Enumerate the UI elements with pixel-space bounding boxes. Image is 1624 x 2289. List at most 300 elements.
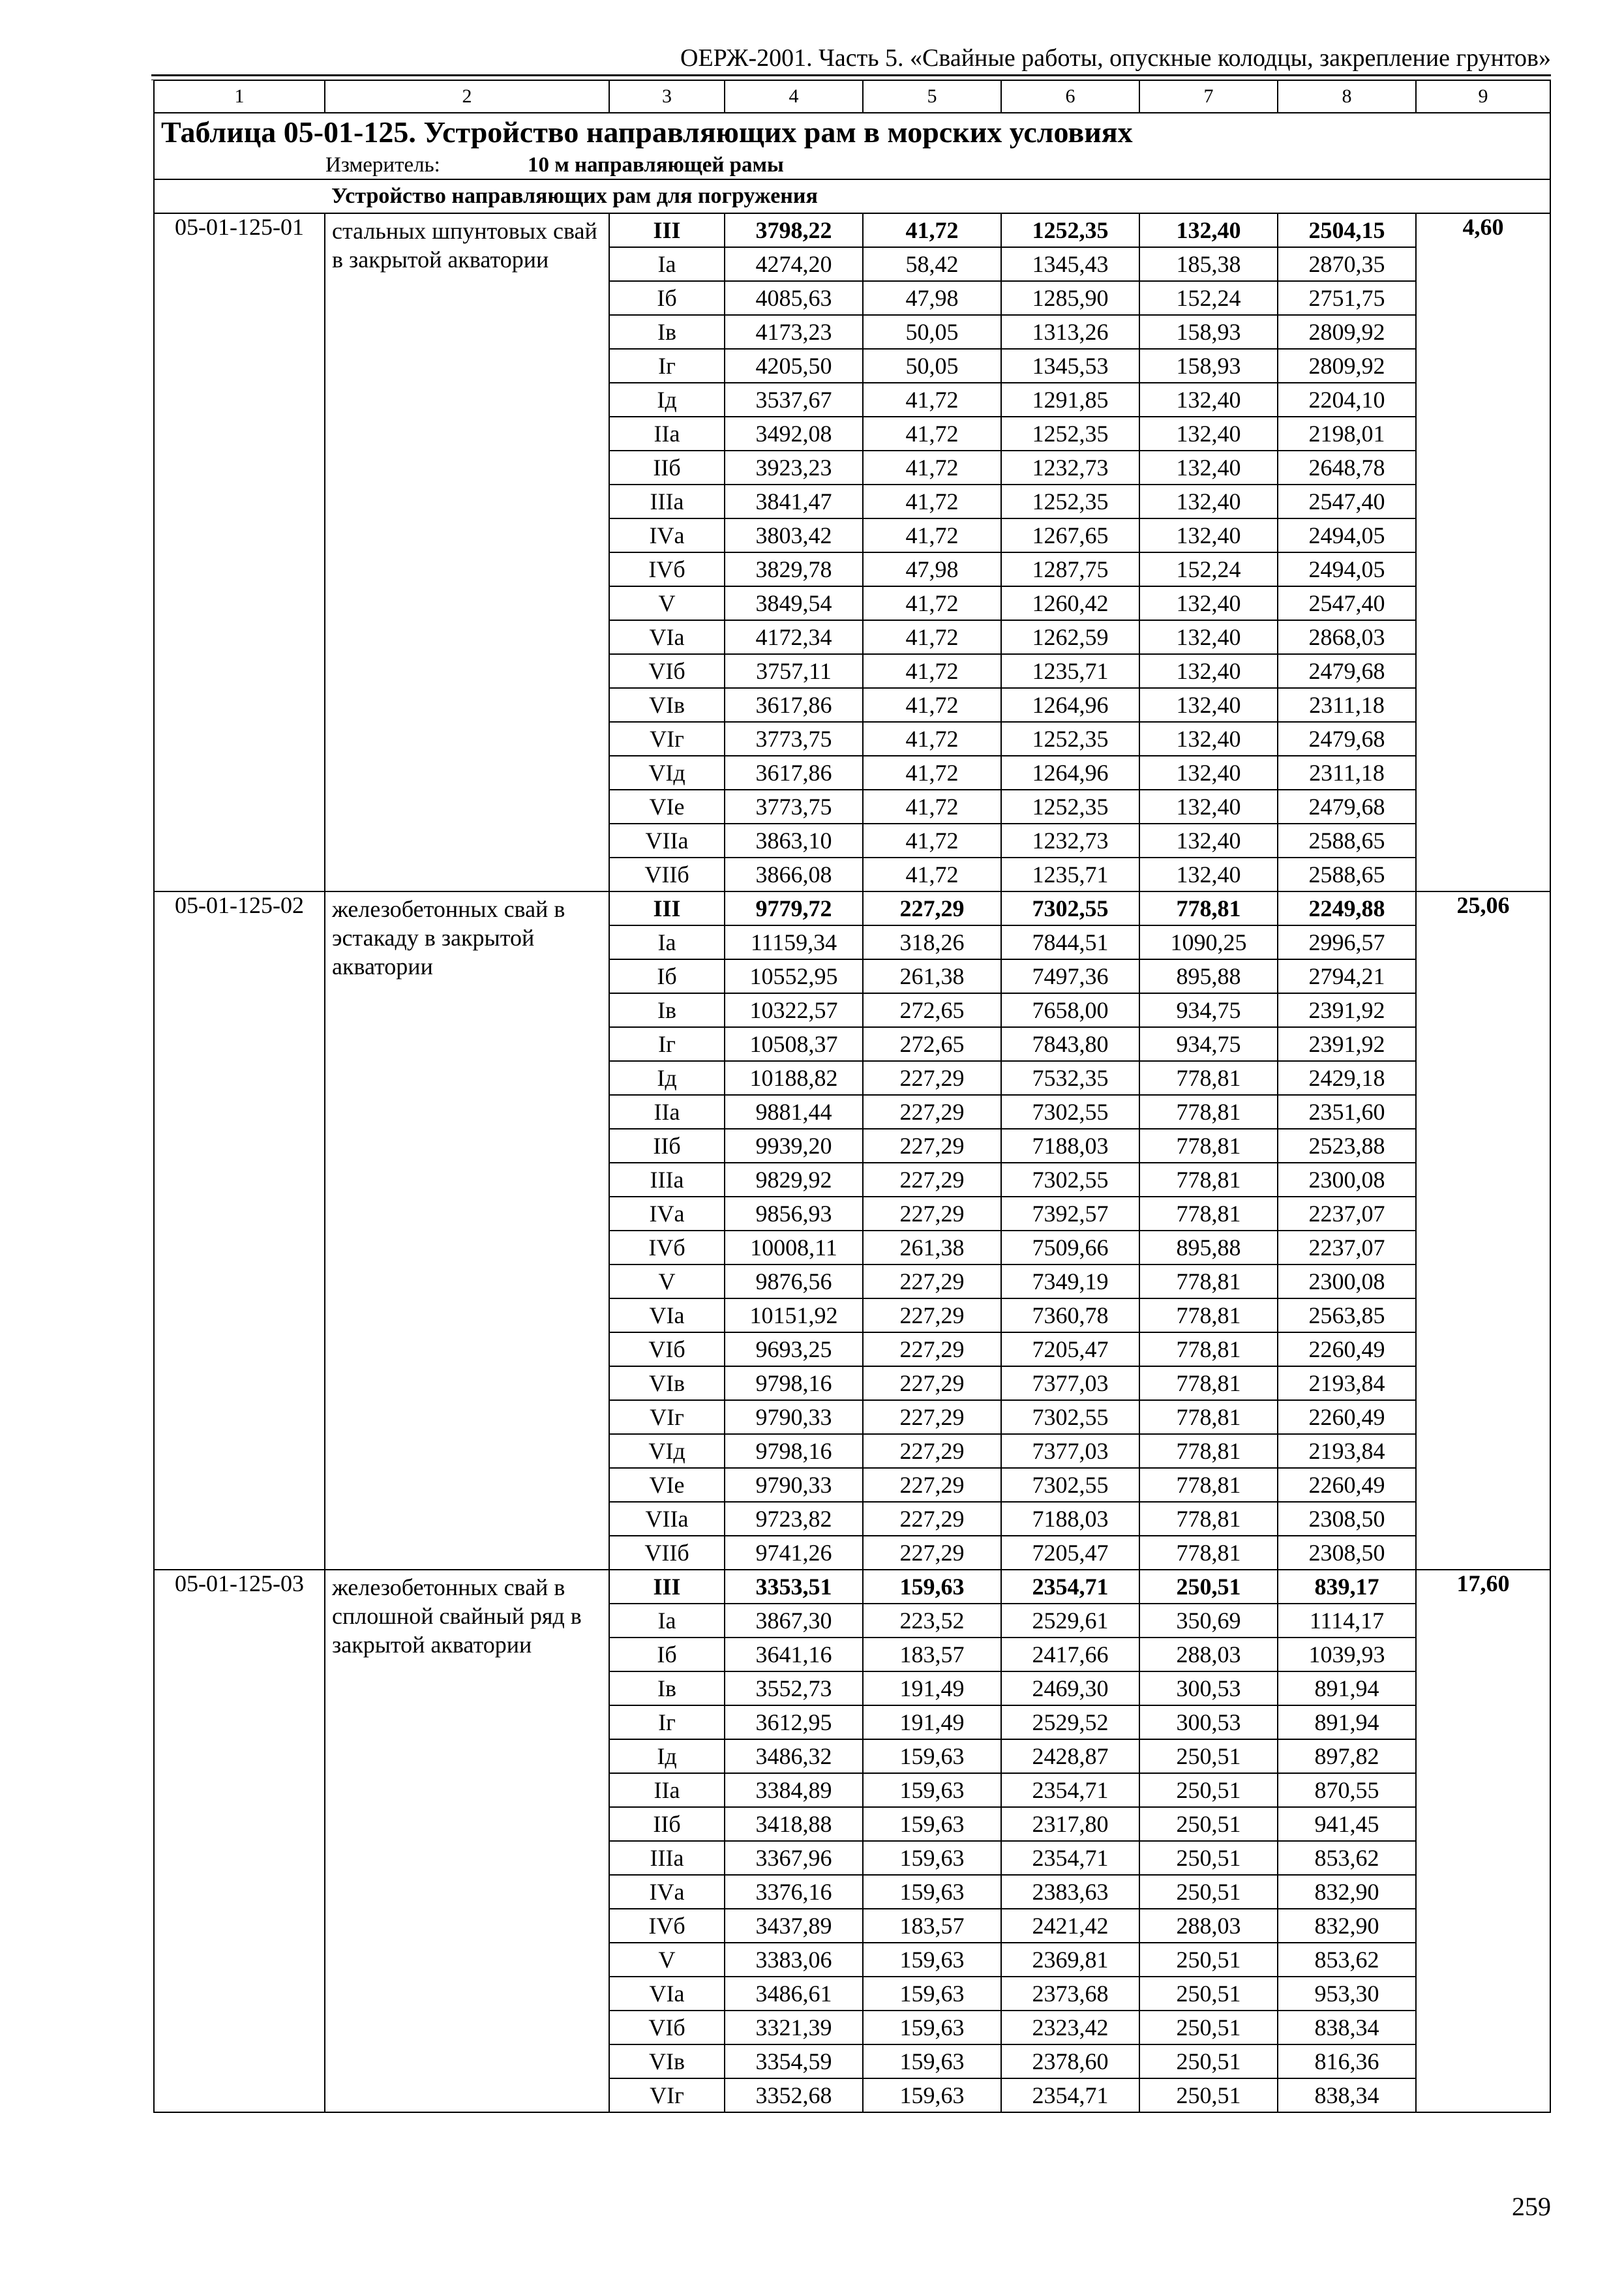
value-cell: 3384,89	[725, 1773, 863, 1807]
region-type: VIб	[609, 654, 725, 688]
value-cell: 778,81	[1139, 1264, 1278, 1298]
value-cell: 7497,36	[1001, 959, 1139, 993]
value-cell: 3612,95	[725, 1705, 863, 1739]
column-number: 7	[1139, 80, 1278, 113]
region-type: Iг	[609, 349, 725, 383]
region-type: VIе	[609, 1468, 725, 1502]
value-cell: 1285,90	[1001, 281, 1139, 315]
region-type: Iа	[609, 925, 725, 959]
value-cell: 261,38	[863, 1231, 1001, 1264]
value-cell: 1345,43	[1001, 247, 1139, 281]
value-cell: 272,65	[863, 1027, 1001, 1061]
value-cell: 2237,07	[1278, 1197, 1416, 1231]
value-cell: 250,51	[1139, 1570, 1278, 1604]
value-cell: 2354,71	[1001, 1773, 1139, 1807]
column-number: 5	[863, 80, 1001, 113]
value-cell: 1232,73	[1001, 824, 1139, 858]
region-type: IVа	[609, 518, 725, 552]
region-type: VIг	[609, 2078, 725, 2112]
column-number: 6	[1001, 80, 1139, 113]
region-type: Iа	[609, 247, 725, 281]
value-cell: 132,40	[1139, 756, 1278, 790]
value-cell: 7392,57	[1001, 1197, 1139, 1231]
region-type: Iг	[609, 1027, 725, 1061]
value-cell: 2311,18	[1278, 688, 1416, 722]
region-type: Iд	[609, 1739, 725, 1773]
value-cell: 41,72	[863, 688, 1001, 722]
value-cell: 132,40	[1139, 722, 1278, 756]
value-cell: 2494,05	[1278, 518, 1416, 552]
value-cell: 2373,68	[1001, 1977, 1139, 2011]
value-cell: 132,40	[1139, 586, 1278, 620]
value-cell: 9798,16	[725, 1366, 863, 1400]
value-cell: 7302,55	[1001, 1400, 1139, 1434]
value-cell: 3641,16	[725, 1638, 863, 1671]
value-cell: 159,63	[863, 1773, 1001, 1807]
region-type: III	[609, 1570, 725, 1604]
value-cell: 778,81	[1139, 1536, 1278, 1570]
value-cell: 3866,08	[725, 858, 863, 891]
value-cell: 132,40	[1139, 213, 1278, 247]
value-cell: 250,51	[1139, 1875, 1278, 1909]
value-cell: 9723,82	[725, 1502, 863, 1536]
value-cell: 41,72	[863, 756, 1001, 790]
value-cell: 250,51	[1139, 1773, 1278, 1807]
value-cell: 1313,26	[1001, 315, 1139, 349]
value-cell: 2429,18	[1278, 1061, 1416, 1095]
value-cell: 191,49	[863, 1705, 1001, 1739]
header-rule-thick	[151, 74, 1551, 76]
region-type: VIб	[609, 1332, 725, 1366]
value-cell: 223,52	[863, 1604, 1001, 1638]
value-cell: 838,34	[1278, 2078, 1416, 2112]
value-cell: 7205,47	[1001, 1536, 1139, 1570]
value-cell: 1252,35	[1001, 213, 1139, 247]
value-cell: 227,29	[863, 1400, 1001, 1434]
value-cell: 159,63	[863, 1977, 1001, 2011]
value-cell: 895,88	[1139, 1231, 1278, 1264]
value-cell: 778,81	[1139, 1468, 1278, 1502]
value-cell: 41,72	[863, 722, 1001, 756]
value-cell: 1235,71	[1001, 858, 1139, 891]
region-type: VIд	[609, 1434, 725, 1468]
value-cell: 227,29	[863, 1061, 1001, 1095]
value-cell: 4172,34	[725, 620, 863, 654]
value-cell: 1252,35	[1001, 722, 1139, 756]
value-cell: 47,98	[863, 281, 1001, 315]
region-type: IIб	[609, 1807, 725, 1841]
value-cell: 58,42	[863, 247, 1001, 281]
value-cell: 853,62	[1278, 1841, 1416, 1875]
value-cell: 2193,84	[1278, 1434, 1416, 1468]
region-type: Iб	[609, 281, 725, 315]
value-cell: 1264,96	[1001, 688, 1139, 722]
region-type: VIб	[609, 2011, 725, 2044]
value-cell: 2311,18	[1278, 756, 1416, 790]
value-cell: 185,38	[1139, 247, 1278, 281]
value-cell: 2479,68	[1278, 722, 1416, 756]
value-cell: 288,03	[1139, 1909, 1278, 1943]
value-cell: 2809,92	[1278, 315, 1416, 349]
value-cell: 132,40	[1139, 417, 1278, 451]
column-number: 1	[154, 80, 325, 113]
region-type: Iа	[609, 1604, 725, 1638]
value-cell: 2308,50	[1278, 1536, 1416, 1570]
value-cell: 832,90	[1278, 1875, 1416, 1909]
value-cell: 2563,85	[1278, 1298, 1416, 1332]
value-cell: 2588,65	[1278, 824, 1416, 858]
region-type: VIIа	[609, 824, 725, 858]
value-cell: 191,49	[863, 1671, 1001, 1705]
region-type: Iб	[609, 1638, 725, 1671]
value-cell: 2193,84	[1278, 1366, 1416, 1400]
value-cell: 2996,57	[1278, 925, 1416, 959]
value-cell: 2300,08	[1278, 1163, 1416, 1197]
value-cell: 1291,85	[1001, 383, 1139, 417]
value-cell: 9790,33	[725, 1468, 863, 1502]
value-cell: 2809,92	[1278, 349, 1416, 383]
value-cell: 7843,80	[1001, 1027, 1139, 1061]
region-type: VIа	[609, 620, 725, 654]
value-cell: 2529,61	[1001, 1604, 1139, 1638]
value-cell: 7844,51	[1001, 925, 1139, 959]
rate-code: 05-01-125-01	[154, 213, 325, 891]
value-cell: 227,29	[863, 1536, 1001, 1570]
value-cell: 7302,55	[1001, 1468, 1139, 1502]
value-cell: 7205,47	[1001, 1332, 1139, 1366]
value-cell: 778,81	[1139, 1400, 1278, 1434]
value-cell: 2260,49	[1278, 1400, 1416, 1434]
measure-value: 10 м направляющей рамы	[528, 153, 784, 177]
value-cell: 7509,66	[1001, 1231, 1139, 1264]
region-type: VIа	[609, 1298, 725, 1332]
value-cell: 1260,42	[1001, 586, 1139, 620]
value-cell: 10552,95	[725, 959, 863, 993]
measure-row	[154, 151, 1550, 179]
value-cell: 159,63	[863, 1841, 1001, 1875]
value-cell: 250,51	[1139, 2044, 1278, 2078]
value-cell: 7377,03	[1001, 1434, 1139, 1468]
value-cell: 1252,35	[1001, 790, 1139, 824]
value-cell: 1252,35	[1001, 417, 1139, 451]
value-cell: 1287,75	[1001, 552, 1139, 586]
value-cell: 10322,57	[725, 993, 863, 1027]
running-header: ОЕРЖ-2001. Часть 5. «Свайные работы, опускные колодцы, закрепление грунтов»	[680, 44, 1551, 72]
value-cell: 7188,03	[1001, 1502, 1139, 1536]
value-cell: 159,63	[863, 1739, 1001, 1773]
value-cell: 158,93	[1139, 315, 1278, 349]
value-cell: 870,55	[1278, 1773, 1416, 1807]
value-cell: 3376,16	[725, 1875, 863, 1909]
value-cell: 10508,37	[725, 1027, 863, 1061]
value-cell: 50,05	[863, 315, 1001, 349]
value-cell: 891,94	[1278, 1705, 1416, 1739]
value-cell: 272,65	[863, 993, 1001, 1027]
value-cell: 7349,19	[1001, 1264, 1139, 1298]
value-cell: 2794,21	[1278, 959, 1416, 993]
value-cell: 9790,33	[725, 1400, 863, 1434]
value-cell: 9741,26	[725, 1536, 863, 1570]
value-cell: 2391,92	[1278, 993, 1416, 1027]
value-cell: 816,36	[1278, 2044, 1416, 2078]
value-cell: 3863,10	[725, 824, 863, 858]
measure-cell	[154, 151, 1550, 179]
value-cell: 778,81	[1139, 1332, 1278, 1366]
value-cell: 839,17	[1278, 1570, 1416, 1604]
measure-label: Измеритель:	[325, 153, 440, 177]
region-type: IIа	[609, 1095, 725, 1129]
value-cell: 3418,88	[725, 1807, 863, 1841]
value-cell: 2354,71	[1001, 2078, 1139, 2112]
value-cell: 159,63	[863, 1943, 1001, 1977]
value-cell: 2391,92	[1278, 1027, 1416, 1061]
value-cell: 2300,08	[1278, 1264, 1416, 1298]
value-cell: 152,24	[1139, 552, 1278, 586]
value-cell: 227,29	[863, 1129, 1001, 1163]
value-cell: 7532,35	[1001, 1061, 1139, 1095]
column-number-row	[154, 80, 1550, 113]
value-cell: 158,93	[1139, 349, 1278, 383]
value-cell: 832,90	[1278, 1909, 1416, 1943]
value-cell: 350,69	[1139, 1604, 1278, 1638]
value-cell: 250,51	[1139, 1739, 1278, 1773]
value-cell: 2354,71	[1001, 1570, 1139, 1604]
region-type: IIIа	[609, 1163, 725, 1197]
value-cell: 1114,17	[1278, 1604, 1416, 1638]
value-cell: 1264,96	[1001, 756, 1139, 790]
value-cell: 41,72	[863, 213, 1001, 247]
value-cell: 132,40	[1139, 451, 1278, 485]
rate-code: 05-01-125-02	[154, 891, 325, 1570]
value-cell: 2479,68	[1278, 654, 1416, 688]
region-type: III	[609, 891, 725, 925]
table-title: Таблица 05-01-125. Устройство направляющих рам в морских условиях	[154, 113, 1550, 151]
value-cell: 4205,50	[725, 349, 863, 383]
value-cell: 2378,60	[1001, 2044, 1139, 2078]
section-title: Устройство направляющих рам для погружения	[325, 179, 1550, 213]
region-type: III	[609, 213, 725, 247]
value-cell: 2648,78	[1278, 451, 1416, 485]
value-cell: 3537,67	[725, 383, 863, 417]
value-cell: 250,51	[1139, 1841, 1278, 1875]
column-number: 8	[1278, 80, 1416, 113]
value-cell: 897,82	[1278, 1739, 1416, 1773]
value-cell: 132,40	[1139, 485, 1278, 518]
value-cell: 2421,42	[1001, 1909, 1139, 1943]
value-cell: 41,72	[863, 790, 1001, 824]
value-cell: 2529,52	[1001, 1705, 1139, 1739]
value-cell: 3353,51	[725, 1570, 863, 1604]
value-cell: 41,72	[863, 654, 1001, 688]
value-cell: 7658,00	[1001, 993, 1139, 1027]
region-type: Iв	[609, 315, 725, 349]
value-cell: 7302,55	[1001, 1163, 1139, 1197]
region-type: V	[609, 1264, 725, 1298]
value-cell: 2588,65	[1278, 858, 1416, 891]
value-cell: 41,72	[863, 858, 1001, 891]
value-cell: 227,29	[863, 1468, 1001, 1502]
value-cell: 41,72	[863, 485, 1001, 518]
value-cell: 250,51	[1139, 2078, 1278, 2112]
value-cell: 3352,68	[725, 2078, 863, 2112]
value-cell: 41,72	[863, 586, 1001, 620]
region-type: VIIа	[609, 1502, 725, 1536]
value-cell: 132,40	[1139, 654, 1278, 688]
value-cell: 227,29	[863, 1366, 1001, 1400]
value-cell: 132,40	[1139, 688, 1278, 722]
value-cell: 778,81	[1139, 1095, 1278, 1129]
value-cell: 778,81	[1139, 1502, 1278, 1536]
region-type: VIа	[609, 1977, 725, 2011]
value-cell: 2260,49	[1278, 1332, 1416, 1366]
column-number: 9	[1416, 80, 1550, 113]
value-cell: 3383,06	[725, 1943, 863, 1977]
value-cell: 2494,05	[1278, 552, 1416, 586]
value-cell: 1235,71	[1001, 654, 1139, 688]
page-number: 259	[1512, 2192, 1551, 2221]
value-cell: 2547,40	[1278, 485, 1416, 518]
value-cell: 10008,11	[725, 1231, 863, 1264]
value-cell: 41,72	[863, 518, 1001, 552]
value-cell: 159,63	[863, 2078, 1001, 2112]
value-cell: 183,57	[863, 1638, 1001, 1671]
value-cell: 3798,22	[725, 213, 863, 247]
value-cell: 9881,44	[725, 1095, 863, 1129]
value-cell: 2198,01	[1278, 417, 1416, 451]
value-cell: 132,40	[1139, 383, 1278, 417]
value-cell: 2428,87	[1001, 1739, 1139, 1773]
value-cell: 288,03	[1139, 1638, 1278, 1671]
value-cell: 3617,86	[725, 756, 863, 790]
region-type: VIв	[609, 1366, 725, 1400]
value-cell: 227,29	[863, 1434, 1001, 1468]
region-type: V	[609, 1943, 725, 1977]
value-cell: 7302,55	[1001, 1095, 1139, 1129]
value-cell: 132,40	[1139, 518, 1278, 552]
value-cell: 2369,81	[1001, 1943, 1139, 1977]
value-cell: 10188,82	[725, 1061, 863, 1095]
value-cell: 778,81	[1139, 1163, 1278, 1197]
value-cell: 838,34	[1278, 2011, 1416, 2044]
value-cell: 934,75	[1139, 1027, 1278, 1061]
value-cell: 7302,55	[1001, 891, 1139, 925]
value-cell: 159,63	[863, 1570, 1001, 1604]
value-cell: 9876,56	[725, 1264, 863, 1298]
value-cell: 159,63	[863, 1807, 1001, 1841]
value-cell: 7188,03	[1001, 1129, 1139, 1163]
value-cell: 227,29	[863, 1502, 1001, 1536]
region-type: IIIа	[609, 485, 725, 518]
value-cell: 152,24	[1139, 281, 1278, 315]
value-cell: 41,72	[863, 383, 1001, 417]
value-cell: 3552,73	[725, 1671, 863, 1705]
value-cell: 9939,20	[725, 1129, 863, 1163]
region-type: VIг	[609, 722, 725, 756]
region-type: VIе	[609, 790, 725, 824]
region-type: IVб	[609, 552, 725, 586]
value-cell: 3437,89	[725, 1909, 863, 1943]
value-cell: 4173,23	[725, 315, 863, 349]
rates-table	[153, 80, 1551, 2113]
value-cell: 3492,08	[725, 417, 863, 451]
value-cell: 250,51	[1139, 1977, 1278, 2011]
value-cell: 1267,65	[1001, 518, 1139, 552]
value-cell: 159,63	[863, 2044, 1001, 2078]
value-cell: 2383,63	[1001, 1875, 1139, 1909]
value-cell: 227,29	[863, 1197, 1001, 1231]
value-cell: 3486,61	[725, 1977, 863, 2011]
value-cell: 47,98	[863, 552, 1001, 586]
value-cell: 2317,80	[1001, 1807, 1139, 1841]
value-cell: 2354,71	[1001, 1841, 1139, 1875]
value-cell: 227,29	[863, 1264, 1001, 1298]
value-cell: 41,72	[863, 417, 1001, 451]
value-cell: 778,81	[1139, 1366, 1278, 1400]
region-type: IVа	[609, 1197, 725, 1231]
value-cell: 3757,11	[725, 654, 863, 688]
value-cell: 41,72	[863, 620, 1001, 654]
value-cell: 778,81	[1139, 1434, 1278, 1468]
region-type: IIIа	[609, 1841, 725, 1875]
value-cell: 227,29	[863, 1163, 1001, 1197]
value-cell: 953,30	[1278, 1977, 1416, 2011]
value-cell: 10151,92	[725, 1298, 863, 1332]
column-number: 4	[725, 80, 863, 113]
value-cell: 3867,30	[725, 1604, 863, 1638]
value-cell: 159,63	[863, 1875, 1001, 1909]
rate-description: железобетонных свай в эстакаду в закрытой акватории	[325, 891, 609, 1570]
value-cell: 41,72	[863, 451, 1001, 485]
region-type: Iв	[609, 1671, 725, 1705]
value-cell: 2523,88	[1278, 1129, 1416, 1163]
value-cell: 2237,07	[1278, 1231, 1416, 1264]
region-type: VIв	[609, 2044, 725, 2078]
value-cell: 1039,93	[1278, 1638, 1416, 1671]
value-cell: 3486,32	[725, 1739, 863, 1773]
region-type: IIа	[609, 417, 725, 451]
value-cell: 2469,30	[1001, 1671, 1139, 1705]
column-number: 3	[609, 80, 725, 113]
value-cell: 853,62	[1278, 1943, 1416, 1977]
value-cell: 3367,96	[725, 1841, 863, 1875]
value-cell: 250,51	[1139, 1807, 1278, 1841]
value-cell: 9693,25	[725, 1332, 863, 1366]
value-cell: 9779,72	[725, 891, 863, 925]
region-type: IVб	[609, 1231, 725, 1264]
value-cell: 895,88	[1139, 959, 1278, 993]
value-cell: 1232,73	[1001, 451, 1139, 485]
region-type: IVа	[609, 1875, 725, 1909]
table-row	[154, 891, 1550, 925]
value-cell: 2417,66	[1001, 1638, 1139, 1671]
value-cell: 3773,75	[725, 790, 863, 824]
value-cell: 1262,59	[1001, 620, 1139, 654]
value-cell: 2351,60	[1278, 1095, 1416, 1129]
value-cell: 778,81	[1139, 1129, 1278, 1163]
value-cell: 3829,78	[725, 552, 863, 586]
value-cell: 2308,50	[1278, 1502, 1416, 1536]
value-cell: 227,29	[863, 891, 1001, 925]
value-cell: 2249,88	[1278, 891, 1416, 925]
value-cell: 2870,35	[1278, 247, 1416, 281]
region-type: IIа	[609, 1773, 725, 1807]
section-spacer	[154, 179, 325, 213]
value-cell: 2204,10	[1278, 383, 1416, 417]
value-cell: 2260,49	[1278, 1468, 1416, 1502]
value-cell: 9798,16	[725, 1434, 863, 1468]
value-cell: 1252,35	[1001, 485, 1139, 518]
value-cell: 132,40	[1139, 824, 1278, 858]
